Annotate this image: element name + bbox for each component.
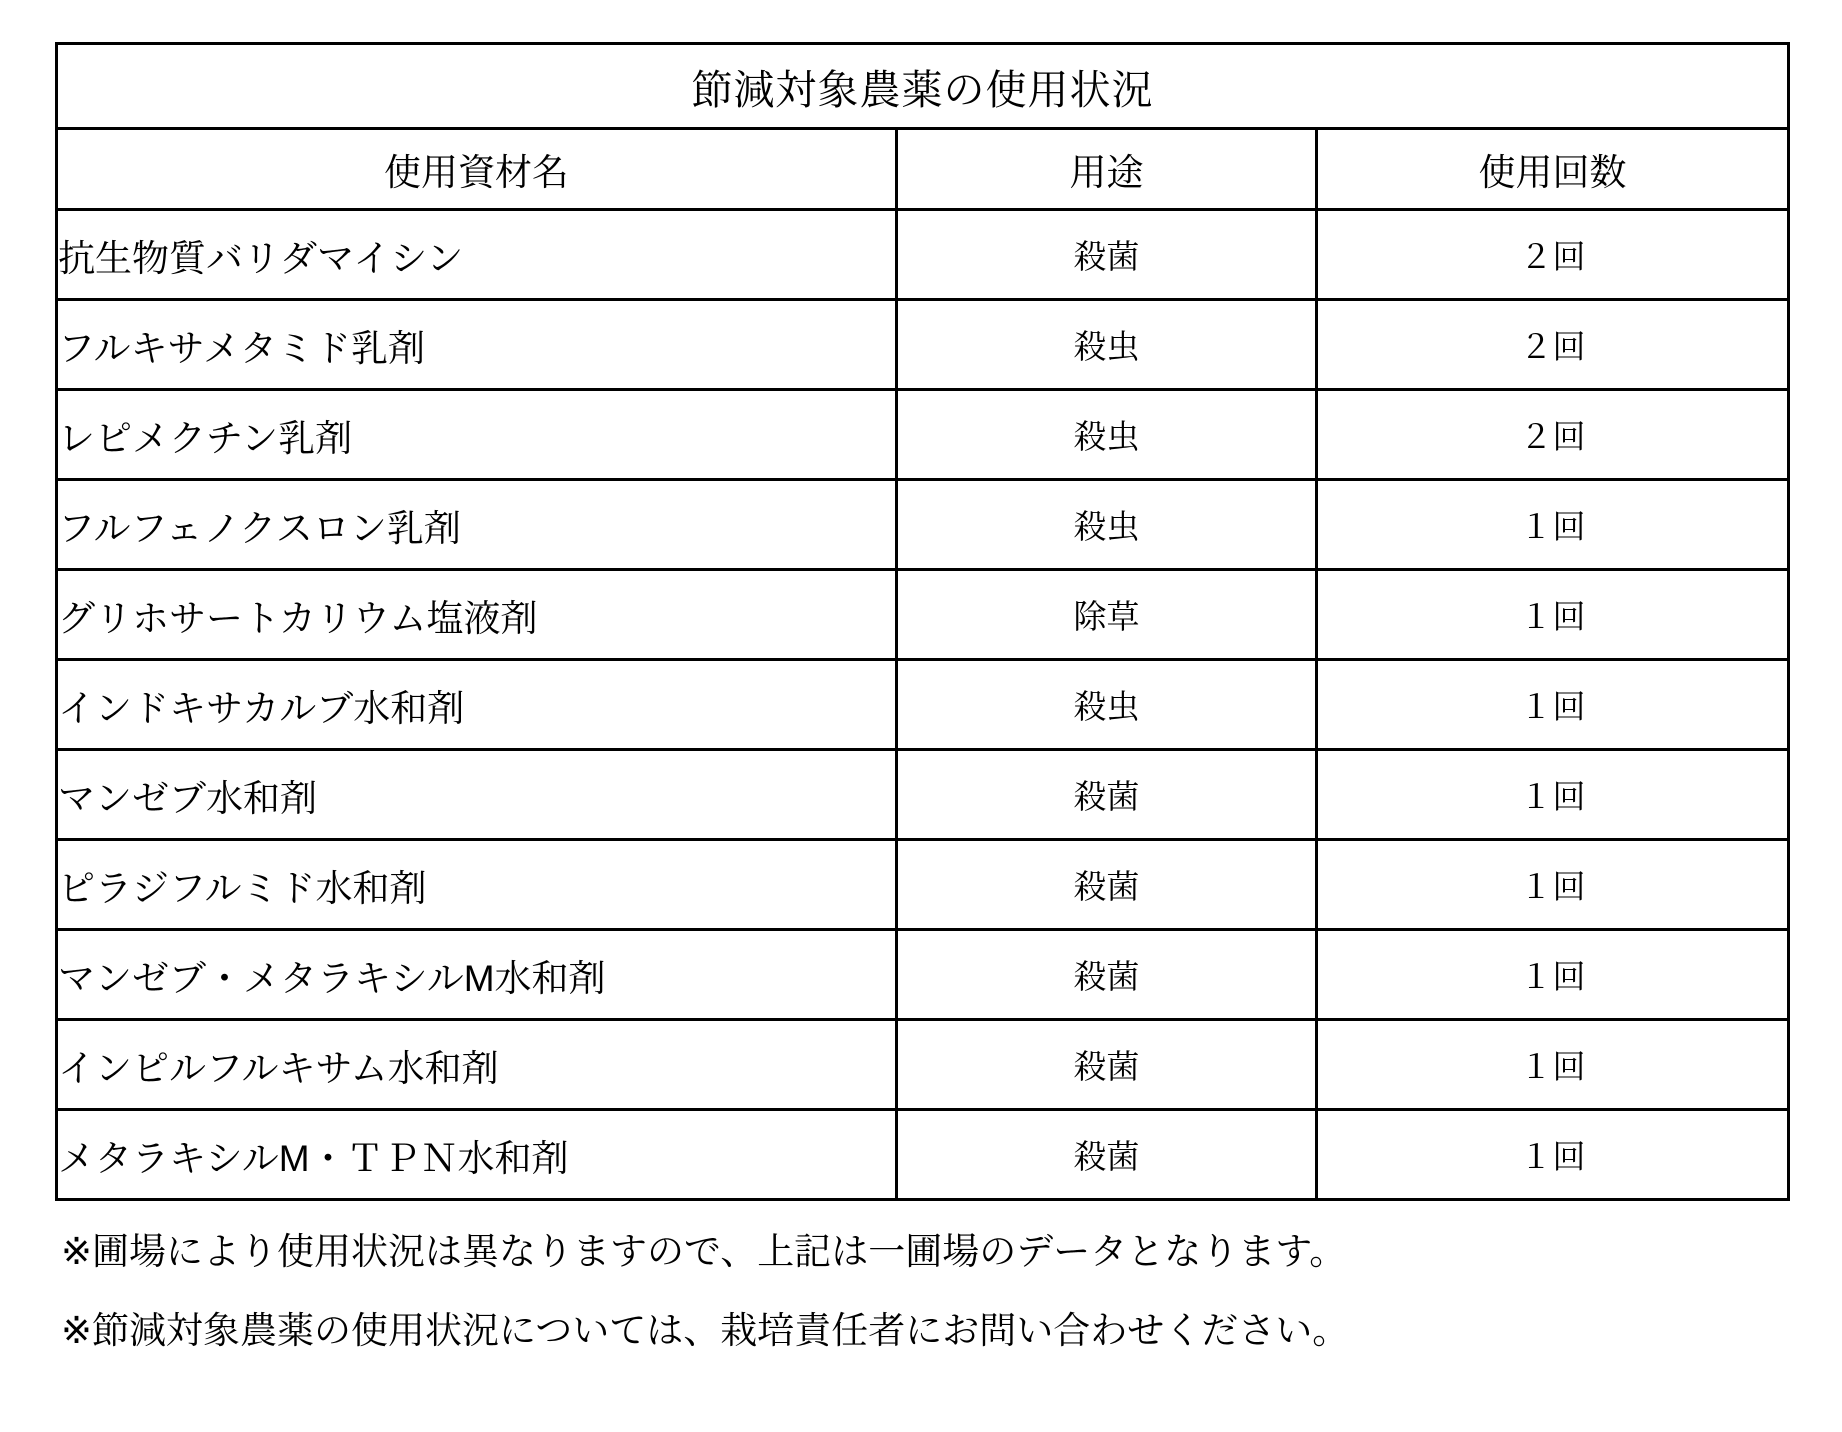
- cell-use: 殺虫: [897, 390, 1317, 480]
- cell-material: フルフェノクスロン乳剤: [57, 480, 897, 570]
- cell-count: １回: [1317, 1020, 1789, 1110]
- cell-use: 殺虫: [897, 480, 1317, 570]
- table-title: 節減対象農薬の使用状況: [57, 44, 1789, 129]
- column-header-use: 用途: [897, 129, 1317, 210]
- cell-count: １回: [1317, 840, 1789, 930]
- note-line-2: ※節減対象農薬の使用状況については、栽培責任者にお問い合わせください。: [61, 1310, 1350, 1352]
- column-header-material: 使用資材名: [57, 129, 897, 210]
- cell-count: １回: [1317, 750, 1789, 840]
- column-header-count: 使用回数: [1317, 129, 1789, 210]
- cell-count: ２回: [1317, 390, 1789, 480]
- table-row: [57, 840, 1789, 930]
- table-body: [57, 44, 1789, 1200]
- cell-count: ２回: [1317, 300, 1789, 390]
- cell-count: １回: [1317, 930, 1789, 1020]
- cell-use: 殺菌: [897, 840, 1317, 930]
- cell-material: フルキサメタミド乳剤: [57, 300, 897, 390]
- table-row: [57, 930, 1789, 1020]
- table-title-row: [57, 44, 1789, 129]
- cell-use: 殺虫: [897, 300, 1317, 390]
- table-header-row: [57, 129, 1789, 210]
- table-row: [57, 750, 1789, 840]
- cell-use: 殺虫: [897, 660, 1317, 750]
- cell-use: 殺菌: [897, 930, 1317, 1020]
- table-row: [57, 390, 1789, 480]
- table-row: [57, 570, 1789, 660]
- cell-count: １回: [1317, 480, 1789, 570]
- cell-use: 殺菌: [897, 1110, 1317, 1200]
- cell-count: １回: [1317, 660, 1789, 750]
- cell-material: ピラジフルミド水和剤: [57, 840, 897, 930]
- table-row: [57, 1020, 1789, 1110]
- cell-count: １回: [1317, 570, 1789, 660]
- cell-material: グリホサートカリウム塩液剤: [57, 570, 897, 660]
- cell-material: レピメクチン乳剤: [57, 390, 897, 480]
- table-row: [57, 210, 1789, 300]
- cell-material: インピルフルキサム水和剤: [57, 1020, 897, 1110]
- cell-material: マンゼブ・メタラキシルM水和剤: [57, 930, 897, 1020]
- table-row: [57, 480, 1789, 570]
- table-row: [57, 1110, 1789, 1200]
- cell-use: 除草: [897, 570, 1317, 660]
- cell-count: １回: [1317, 1110, 1789, 1200]
- cell-material: 抗生物質バリダマイシン: [57, 210, 897, 300]
- cell-material: インドキサカルブ水和剤: [57, 660, 897, 750]
- cell-use: 殺菌: [897, 210, 1317, 300]
- table-row: [57, 300, 1789, 390]
- table-row: [57, 660, 1789, 750]
- cell-material: メタラキシルM・ＴＰＮ水和剤: [57, 1110, 897, 1200]
- cell-use: 殺菌: [897, 1020, 1317, 1110]
- cell-material: マンゼブ水和剤: [57, 750, 897, 840]
- notes-section: [55, 1223, 1787, 1360]
- pesticide-usage-table: [55, 42, 1790, 1201]
- note-line-1: ※圃場により使用状況は異なりますので、上記は一圃場のデータとなります。: [61, 1231, 1347, 1272]
- cell-use: 殺菌: [897, 750, 1317, 840]
- cell-count: ２回: [1317, 210, 1789, 300]
